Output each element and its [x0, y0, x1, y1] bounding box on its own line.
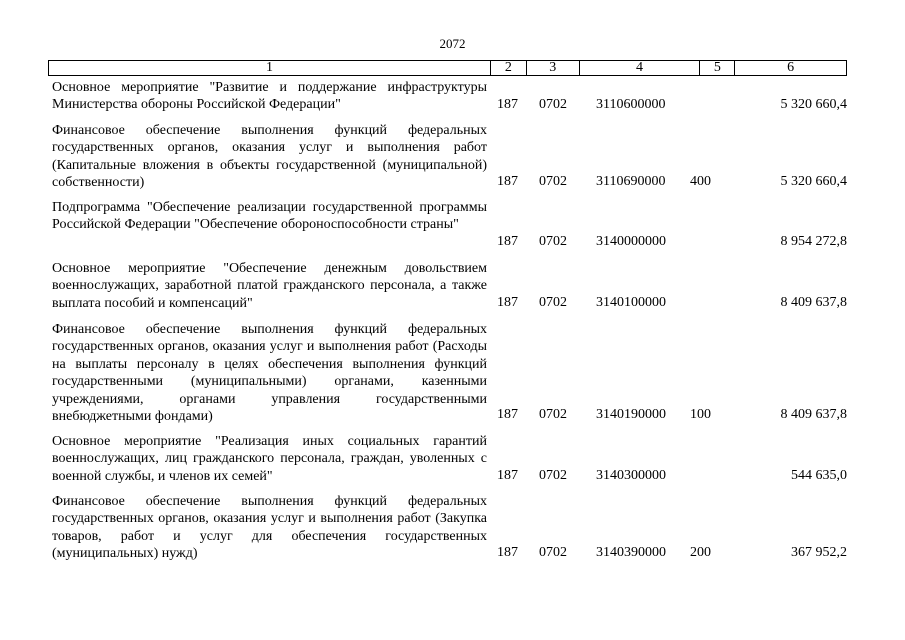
- row-description: Основное мероприятие "Развитие и поддержание инфраструктуры Министерства обороны Российской Федерации": [52, 80, 487, 113]
- table-row: [52, 433, 847, 486]
- row-expense-kind: 200: [690, 545, 711, 560]
- row-description: Основное мероприятие "Реализация иных социальных гарантий военнослужащих, лиц гражданского персонала, граждан, уволенных с военной службы, и членов их семей": [52, 434, 487, 484]
- table-row: [52, 122, 847, 192]
- table-row: [52, 493, 847, 563]
- row-target-article: 3140390000: [596, 545, 666, 560]
- column-header-3: 3: [527, 61, 580, 75]
- row-section: 0702: [539, 407, 567, 422]
- row-amount: 367 952,2: [791, 545, 847, 560]
- table-row: [52, 79, 847, 115]
- row-description: Подпрограмма "Обеспечение реализации государственной программы Российской Федерации "Обеспечение обороноспособности страны": [52, 200, 487, 233]
- table-row: [52, 260, 847, 313]
- row-target-article: 3140000000: [596, 234, 666, 249]
- row-amount: 5 320 660,4: [780, 97, 847, 112]
- row-target-article: 3140300000: [596, 468, 666, 483]
- row-amount: 544 635,0: [791, 468, 847, 483]
- row-code: 187: [497, 174, 518, 189]
- row-description: Финансовое обеспечение выполнения функций федеральных государственных органов, оказания услуг и выполнения работ (Расходы на выплаты персоналу в целях обеспечения выполнения функций государственными (муниципальными) органами, казенными учреждениями, органами управления государственными внебюджетными фондами): [52, 322, 487, 425]
- row-description: Финансовое обеспечение выполнения функций федеральных государственных органов, оказания услуг и выполнения работ (Капитальные вложения в объекты государственной (муниципальной) собственности): [52, 123, 487, 191]
- row-code: 187: [497, 295, 518, 310]
- row-section: 0702: [539, 295, 567, 310]
- row-amount: 8 409 637,8: [780, 407, 847, 422]
- row-expense-kind: 400: [690, 174, 711, 189]
- row-section: 0702: [539, 468, 567, 483]
- row-amount: 8 954 272,8: [780, 234, 847, 249]
- table-header: [48, 60, 847, 76]
- row-code: 187: [497, 407, 518, 422]
- row-target-article: 3110690000: [596, 174, 666, 189]
- row-section: 0702: [539, 234, 567, 249]
- row-target-article: 3140190000: [596, 407, 666, 422]
- table-row: [52, 199, 847, 252]
- table-row: [52, 321, 847, 425]
- column-header-5: 5: [700, 61, 735, 75]
- row-description: Финансовое обеспечение выполнения функций федеральных государственных органов, оказания услуг и выполнения работ (Закупка товаров, работ и услуг для обеспечения государственных (муниципальных) нужд): [52, 494, 487, 562]
- row-code: 187: [497, 97, 518, 112]
- row-section: 0702: [539, 174, 567, 189]
- row-code: 187: [497, 468, 518, 483]
- row-section: 0702: [539, 545, 567, 560]
- column-header-4: 4: [580, 61, 701, 75]
- column-header-6: 6: [787, 60, 795, 75]
- row-expense-kind: 100: [690, 407, 711, 422]
- row-section: 0702: [539, 97, 567, 112]
- row-target-article: 3110600000: [596, 97, 666, 112]
- row-target-article: 3140100000: [596, 295, 666, 310]
- column-header-1: 1: [49, 61, 491, 75]
- row-code: 187: [497, 234, 518, 249]
- row-code: 187: [497, 545, 518, 560]
- row-amount: 5 320 660,4: [780, 174, 847, 189]
- row-description: Основное мероприятие "Обеспечение денежным довольствием военнослужащих, заработной платой гражданского персонала, а также выплата пособий и компенсаций": [52, 261, 487, 311]
- page-number: 2072: [439, 36, 466, 51]
- row-amount: 8 409 637,8: [780, 295, 847, 310]
- column-header-2: 2: [491, 61, 527, 75]
